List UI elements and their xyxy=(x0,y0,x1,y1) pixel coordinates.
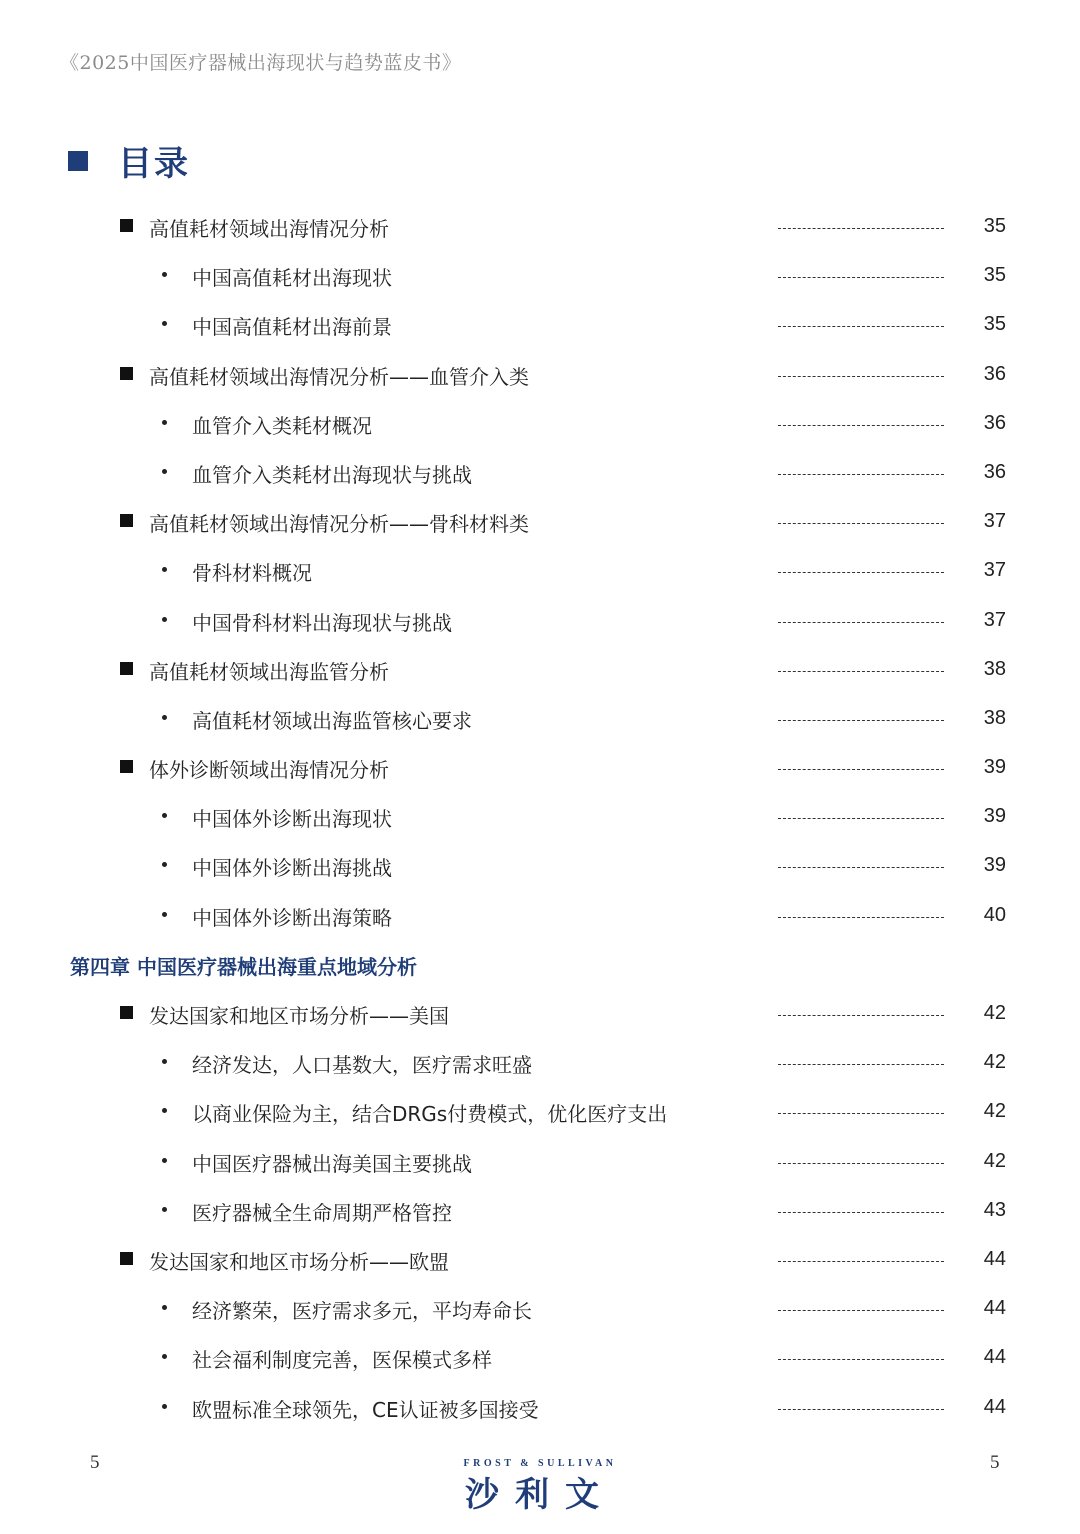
square-bullet-icon xyxy=(120,367,133,380)
toc-page-number: 43 xyxy=(983,1198,1006,1221)
dot-bullet-icon xyxy=(162,617,167,622)
toc-page-number: 42 xyxy=(983,1149,1006,1172)
toc-entry-label: 中国医疗器械出海美国主要挑战 xyxy=(192,1151,472,1176)
dot-bullet-icon xyxy=(162,469,167,474)
dot-bullet-icon xyxy=(162,272,167,277)
dot-leader xyxy=(778,1113,944,1114)
heading-square-icon xyxy=(68,151,88,171)
chapter-title: 第四章 中国医疗器械出海重点地域分析 xyxy=(70,954,417,979)
toc-entry-row[interactable] xyxy=(0,990,1080,1039)
dot-bullet-icon xyxy=(162,1404,167,1409)
toc-entry-label: 血管介入类耗材概况 xyxy=(192,413,372,438)
toc-page-number: 37 xyxy=(983,608,1006,631)
dot-bullet-icon xyxy=(162,321,167,326)
toc-entry-row[interactable] xyxy=(0,1384,1080,1433)
dot-leader xyxy=(778,1359,944,1360)
dot-bullet-icon xyxy=(162,1207,167,1212)
dot-leader xyxy=(778,1310,944,1311)
toc-page-number: 44 xyxy=(983,1297,1006,1320)
toc-entry-label: 以商业保险为主，结合DRGs付费模式，优化医疗支出 xyxy=(192,1102,668,1127)
dot-leader xyxy=(778,425,944,426)
dot-leader xyxy=(778,326,944,327)
toc-entry-row[interactable] xyxy=(0,744,1080,793)
dot-leader xyxy=(778,277,944,278)
toc-page-number: 39 xyxy=(983,854,1006,877)
toc-entry-row[interactable] xyxy=(0,1187,1080,1236)
toc-page-number: 42 xyxy=(983,1002,1006,1024)
table-of-contents xyxy=(0,203,1080,1433)
toc-title: 目录 xyxy=(118,144,190,184)
toc-entry-label: 高值耗材领域出海情况分析——血管介入类 xyxy=(149,364,529,389)
toc-page-number: 38 xyxy=(983,706,1006,729)
dot-bullet-icon xyxy=(162,813,167,818)
toc-entry-label: 发达国家和地区市场分析——欧盟 xyxy=(149,1249,449,1274)
dot-leader xyxy=(778,1015,944,1016)
toc-page-number: 39 xyxy=(983,756,1006,779)
toc-page-number: 36 xyxy=(983,411,1006,434)
toc-entry-row[interactable] xyxy=(0,400,1080,449)
dot-leader xyxy=(778,769,944,770)
toc-entry-label: 医疗器械全生命周期严格管控 xyxy=(192,1200,452,1225)
toc-entry-label: 发达国家和地区市场分析——美国 xyxy=(149,1004,449,1028)
page-number-right: 5 xyxy=(990,1452,1000,1473)
logo-chinese: 沙利文 xyxy=(465,1475,615,1515)
toc-entry-row[interactable] xyxy=(0,301,1080,350)
toc-page-number: 36 xyxy=(983,460,1006,483)
toc-entry-label: 中国高值耗材出海现状 xyxy=(192,266,392,291)
toc-entry-row[interactable] xyxy=(0,1039,1080,1088)
dot-leader xyxy=(778,671,944,672)
dot-leader xyxy=(778,1261,944,1262)
frost-sullivan-logo xyxy=(440,1458,640,1516)
dot-leader xyxy=(778,1212,944,1213)
toc-page-number: 37 xyxy=(983,510,1006,533)
toc-chapter-row[interactable] xyxy=(0,941,1080,990)
dot-leader xyxy=(778,917,944,918)
dot-bullet-icon xyxy=(162,420,167,425)
dot-bullet-icon xyxy=(162,715,167,720)
page-number-left: 5 xyxy=(90,1452,100,1473)
square-bullet-icon xyxy=(120,760,133,773)
toc-entry-row[interactable] xyxy=(0,1088,1080,1137)
dot-leader xyxy=(778,474,944,475)
toc-entry-row[interactable] xyxy=(0,1236,1080,1285)
dot-leader xyxy=(778,572,944,573)
toc-entry-row[interactable] xyxy=(0,842,1080,891)
dot-leader xyxy=(778,720,944,721)
toc-entry-label: 中国体外诊断出海挑战 xyxy=(192,856,392,881)
toc-page-number: 39 xyxy=(983,805,1006,828)
square-bullet-icon xyxy=(120,219,133,232)
dot-leader xyxy=(778,1409,944,1410)
toc-entry-label: 血管介入类耗材出海现状与挑战 xyxy=(192,462,472,487)
toc-entry-row[interactable] xyxy=(0,793,1080,842)
toc-entry-row[interactable] xyxy=(0,1138,1080,1187)
toc-page-number: 35 xyxy=(983,215,1006,237)
toc-page-number: 35 xyxy=(983,313,1006,336)
dot-leader xyxy=(778,376,944,377)
dot-leader xyxy=(778,818,944,819)
toc-page-number: 36 xyxy=(983,362,1006,385)
toc-entry-label: 高值耗材领域出海监管核心要求 xyxy=(192,708,472,733)
toc-entry-label: 骨科材料概况 xyxy=(192,561,312,586)
toc-entry-row[interactable] xyxy=(0,646,1080,695)
dot-leader xyxy=(778,622,944,623)
toc-entry-row[interactable] xyxy=(0,695,1080,744)
toc-entry-row[interactable] xyxy=(0,252,1080,301)
toc-entry-label: 中国体外诊断出海策略 xyxy=(192,905,392,930)
toc-entry-label: 高值耗材领域出海情况分析——骨科材料类 xyxy=(149,512,529,537)
toc-entry-label: 中国体外诊断出海现状 xyxy=(192,807,392,832)
toc-entry-row[interactable] xyxy=(0,597,1080,646)
toc-entry-row[interactable] xyxy=(0,1334,1080,1383)
toc-entry-row[interactable] xyxy=(0,203,1080,252)
toc-page-number: 37 xyxy=(983,559,1006,582)
dot-bullet-icon xyxy=(162,567,167,572)
square-bullet-icon xyxy=(120,1252,133,1265)
square-bullet-icon xyxy=(120,514,133,527)
dot-leader xyxy=(778,523,944,524)
toc-entry-label: 体外诊断领域出海情况分析 xyxy=(149,758,389,783)
dot-bullet-icon xyxy=(162,1158,167,1163)
toc-entry-row[interactable] xyxy=(0,351,1080,400)
dot-bullet-icon xyxy=(162,1305,167,1310)
toc-entry-label: 社会福利制度完善，医保模式多样 xyxy=(192,1348,492,1373)
toc-page-number: 40 xyxy=(983,903,1006,926)
toc-entry-label: 经济繁荣，医疗需求多元，平均寿命长 xyxy=(192,1299,532,1324)
dot-leader xyxy=(778,1163,944,1164)
toc-entry-label: 中国骨科材料出海现状与挑战 xyxy=(192,610,452,635)
square-bullet-icon xyxy=(120,1006,133,1019)
toc-page-number: 38 xyxy=(983,657,1006,680)
dot-leader xyxy=(778,867,944,868)
toc-page-number: 44 xyxy=(983,1247,1006,1270)
logo-english: FROST & SULLIVAN xyxy=(463,1458,617,1469)
toc-entry-label: 中国高值耗材出海前景 xyxy=(192,315,392,340)
square-bullet-icon xyxy=(120,662,133,675)
toc-page-number: 42 xyxy=(983,1100,1006,1123)
dot-bullet-icon xyxy=(162,1108,167,1113)
toc-entry-label: 高值耗材领域出海情况分析 xyxy=(149,217,389,241)
toc-entry-label: 高值耗材领域出海监管分析 xyxy=(149,659,389,684)
toc-entry-label: 经济发达，人口基数大，医疗需求旺盛 xyxy=(192,1053,532,1078)
toc-heading xyxy=(68,136,190,185)
toc-page-number: 35 xyxy=(983,264,1006,287)
dot-bullet-icon xyxy=(162,912,167,917)
toc-entry-label: 欧盟标准全球领先，CE认证被多国接受 xyxy=(192,1397,539,1422)
toc-page-number: 44 xyxy=(983,1346,1006,1369)
document-header: 《2025中国医疗器械出海现状与趋势蓝皮书》 xyxy=(60,52,462,74)
toc-page-number: 42 xyxy=(983,1051,1006,1074)
toc-entry-row[interactable] xyxy=(0,547,1080,596)
dot-leader xyxy=(778,228,944,229)
toc-entry-row[interactable] xyxy=(0,1285,1080,1334)
toc-page-number: 44 xyxy=(983,1395,1006,1418)
dot-bullet-icon xyxy=(162,1059,167,1064)
dot-bullet-icon xyxy=(162,1354,167,1359)
dot-leader xyxy=(778,1064,944,1065)
dot-bullet-icon xyxy=(162,862,167,867)
toc-entry-row[interactable] xyxy=(0,498,1080,547)
toc-entry-row[interactable] xyxy=(0,892,1080,941)
toc-entry-row[interactable] xyxy=(0,449,1080,498)
